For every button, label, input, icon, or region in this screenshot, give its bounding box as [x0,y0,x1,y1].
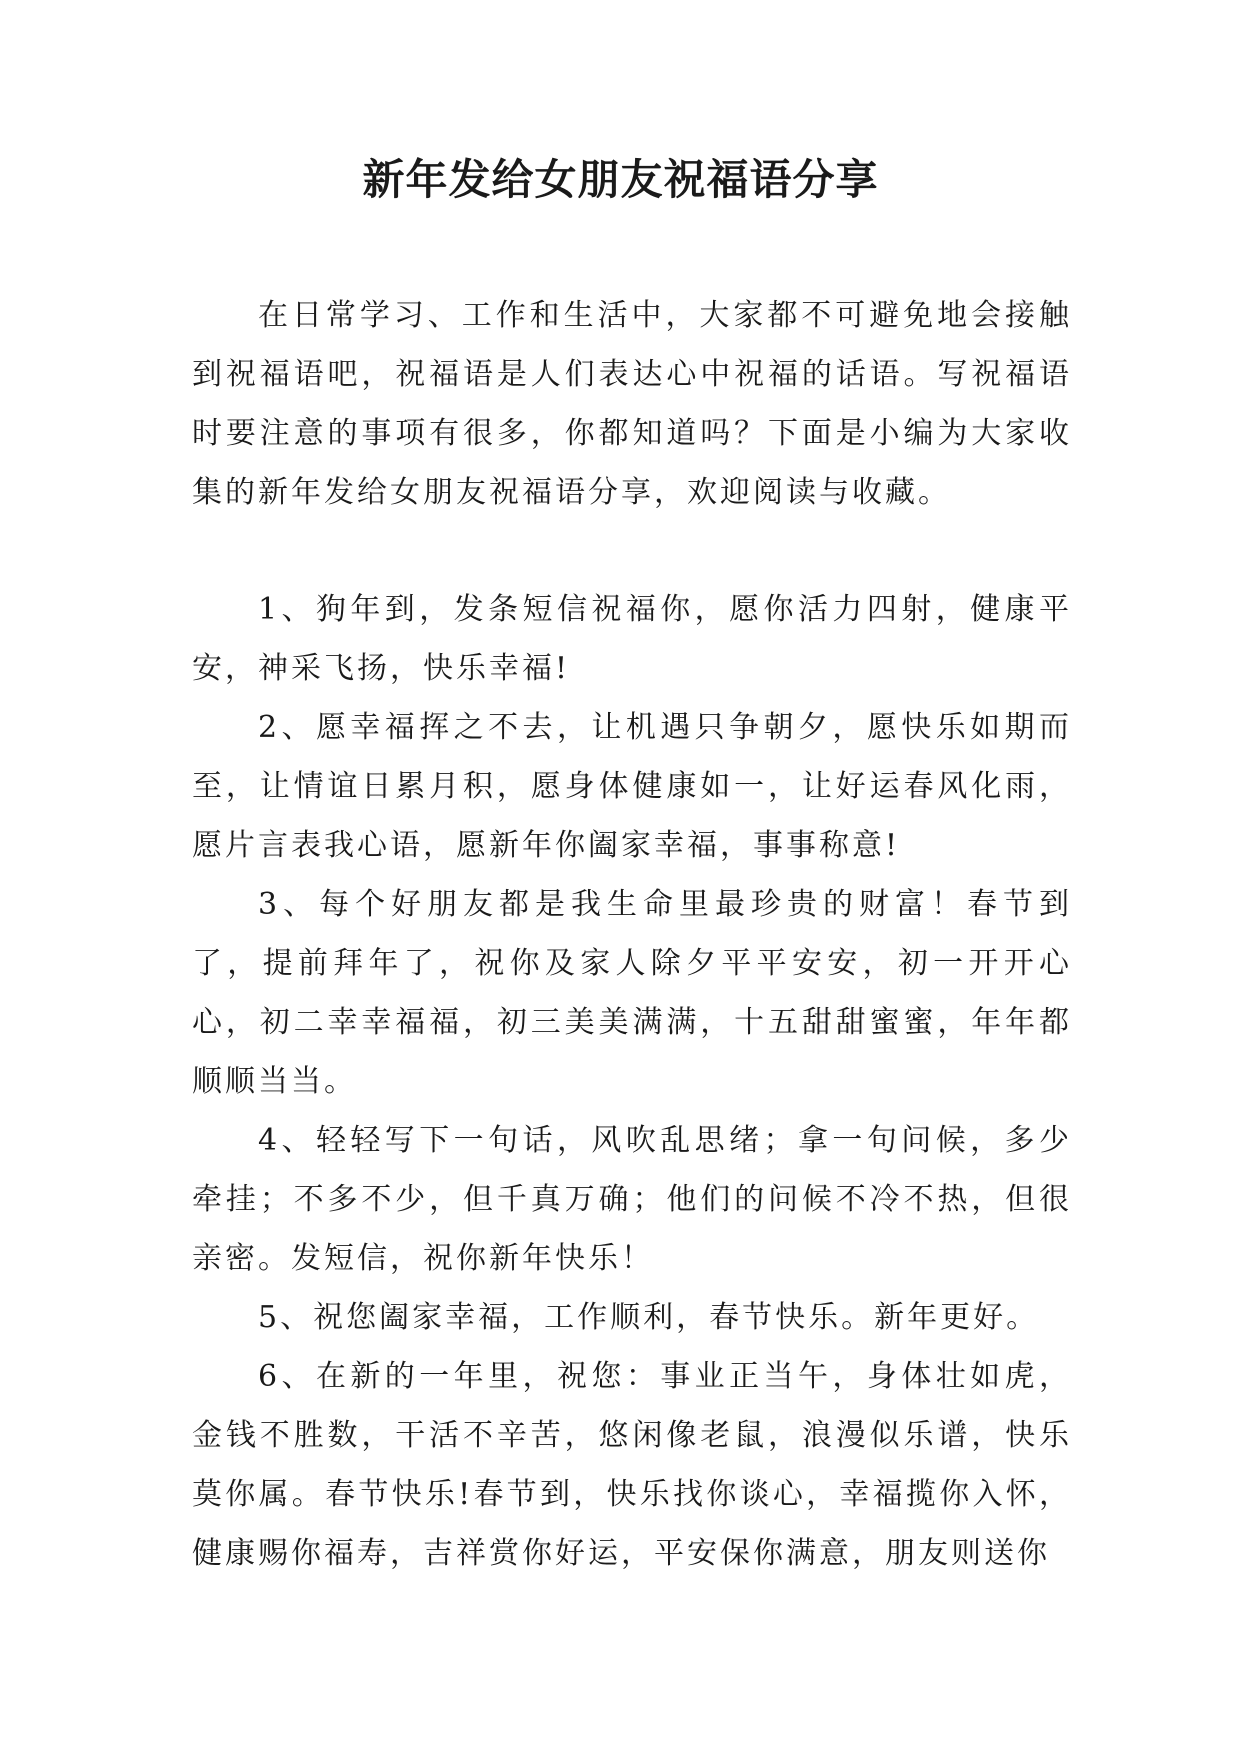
greeting-item-2: 2、愿幸福挥之不去，让机遇只争朝夕，愿快乐如期而至，让情谊日累月积，愿身体健康如一，让好运春风化雨，愿片言表我心语，愿新年你阖家幸福，事事称意! [192,710,1072,863]
greeting-item-3: 3、每个好朋友都是我生命里最珍贵的财富！春节到了，提前拜年了，祝你及家人除夕平平安安，初一开开心心，初二幸幸福福，初三美美满满，十五甜甜蜜蜜，年年都顺顺当当。 [192,887,1072,1099]
greeting-item-1: 1、狗年到，发条短信祝福你，愿你活力四射，健康平安，神采飞扬，快乐幸福! [192,592,1072,686]
greeting-item-5: 5、祝您阖家幸福，工作顺利，春节快乐。新年更好。 [258,1300,1040,1335]
document-body [192,286,1072,1583]
intro-paragraph: 在日常学习、工作和生活中，大家都不可避免地会接触到祝福语吧，祝福语是人们表达心中祝福的话语。写祝福语时要注意的事项有很多，你都知道吗？下面是小编为大家收集的新年发给女朋友祝福语分享，欢迎阅读与收藏。 [192,298,1072,510]
greeting-item-6: 6、在新的一年里，祝您：事业正当午，身体壮如虎，金钱不胜数，干活不辛苦，悠闲像老鼠，浪漫似乐谱，快乐莫你属。春节快乐!春节到，快乐找你谈心，幸福揽你入怀，健康赐你福寿，吉祥赏你好运，平安保你满意，朋友则送你 [192,1359,1072,1571]
greeting-item-4: 4、轻轻写下一句话，风吹乱思绪；拿一句问候，多少牵挂；不多不少，但千真万确；他们的问候不冷不热，但很亲密。发短信，祝你新年快乐！ [192,1123,1072,1276]
document-title: 新年发给女朋友祝福语分享 [362,155,879,204]
